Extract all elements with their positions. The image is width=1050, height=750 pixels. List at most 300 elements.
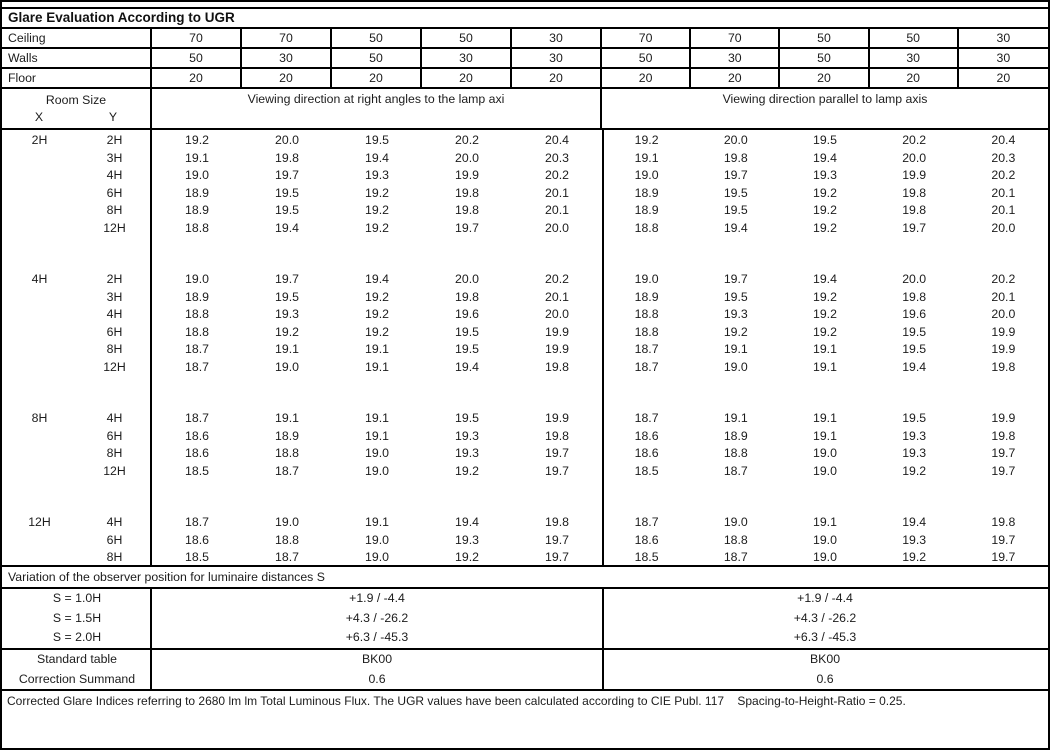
ugr-value: 20.0 [991, 307, 1016, 321]
ugr-row [2, 341, 1048, 359]
ugr-value: 19.5 [902, 411, 927, 425]
ugr-value: 18.7 [275, 463, 299, 478]
ugr-value: 18.8 [185, 324, 209, 339]
room-x-label: 8H [31, 411, 48, 425]
variation-value-right: +1.9 / -4.4 [797, 591, 853, 605]
ugr-value: 18.9 [275, 428, 299, 443]
ugr-value: 19.8 [991, 515, 1016, 529]
surface-value: 30 [870, 49, 959, 67]
x-spacer [2, 359, 77, 377]
ugr-value: 19.4 [455, 515, 479, 529]
ugr-value: 19.1 [813, 411, 837, 425]
left-section-header: Viewing direction at right angles to the lamp axi [152, 89, 602, 128]
ugr-value: 20.4 [545, 133, 569, 147]
room-x-label: 12H [28, 515, 51, 529]
ugr-value: 19.5 [902, 342, 927, 356]
ugr-row [2, 271, 1048, 289]
surface-value: 20 [242, 69, 332, 87]
room-size-block [2, 132, 1048, 237]
ugr-value: 19.5 [455, 411, 479, 425]
surface-value: 50 [332, 49, 422, 67]
room-y-label: 8H [106, 446, 123, 460]
ugr-value: 18.8 [185, 220, 209, 235]
surface-value: 30 [996, 51, 1011, 65]
ugr-value: 19.1 [723, 411, 748, 425]
ugr-row [2, 428, 1048, 446]
ugr-value: 18.7 [634, 359, 659, 374]
surface-value: 20 [780, 69, 869, 87]
ugr-value: 19.1 [365, 359, 389, 374]
ugr-value: 20.2 [545, 272, 569, 286]
ugr-value: 19.4 [365, 272, 389, 286]
room-y-label: 4H [106, 168, 123, 182]
variation-row [2, 589, 1048, 609]
ugr-value: 19.1 [365, 428, 389, 443]
ugr-value: 18.9 [185, 203, 209, 217]
surface-value: 20 [691, 69, 780, 87]
ugr-value: 19.0 [813, 446, 837, 460]
ugr-value: 19.2 [813, 203, 837, 217]
ugr-value: 19.1 [813, 359, 837, 374]
ugr-value: 19.4 [275, 220, 299, 235]
ugr-value: 20.0 [545, 307, 569, 321]
ugr-value: 19.2 [455, 550, 479, 564]
ugr-value: 20.2 [991, 168, 1016, 182]
footer-note: Corrected Glare Indices referring to 2680 lm lm Total Luminous Flux. The UGR values have been calculated according to CIE Publ. 117 Spacing-to-Height-Ratio = 0.25. [7, 694, 906, 708]
x-spacer [2, 341, 77, 359]
room-y-label: 4H [106, 411, 123, 425]
ugr-row [2, 445, 1048, 463]
ugr-value: 20.1 [991, 203, 1016, 217]
ugr-row [2, 150, 1048, 168]
x-spacer [2, 306, 77, 324]
ugr-value: 19.8 [545, 428, 569, 443]
ugr-value: 19.7 [545, 463, 569, 478]
variation-section [2, 589, 1048, 650]
ugr-value: 19.1 [813, 428, 837, 443]
ugr-value: 19.2 [902, 550, 927, 564]
ugr-value: 18.7 [723, 550, 748, 564]
room-y-label: 8H [106, 342, 123, 356]
ugr-value: 19.8 [455, 289, 479, 304]
label-column-divider [150, 650, 152, 689]
ugr-value: 18.9 [634, 185, 659, 200]
room-y-label: 8H [106, 550, 123, 564]
ugr-value: 19.2 [275, 324, 299, 339]
ugr-value: 19.9 [991, 342, 1016, 356]
ugr-value: 19.5 [275, 289, 299, 304]
ugr-value: 19.2 [723, 324, 748, 339]
ugr-value: 19.5 [455, 342, 479, 356]
summary-row [2, 650, 1048, 670]
x-spacer [2, 202, 77, 220]
summary-value-right: 0.6 [816, 671, 834, 686]
ugr-value: 19.5 [275, 185, 299, 200]
ugr-value: 19.5 [723, 203, 748, 217]
ugr-row [2, 306, 1048, 324]
ugr-value: 19.2 [813, 324, 837, 339]
ugr-value: 19.3 [455, 532, 479, 547]
ugr-value: 19.3 [455, 428, 479, 443]
ugr-data-area [2, 130, 1048, 567]
surface-row [2, 69, 1048, 89]
ugr-value: 18.5 [185, 463, 209, 478]
ugr-value: 19.3 [902, 428, 927, 443]
ugr-value: 19.4 [365, 150, 389, 165]
x-spacer [2, 167, 77, 185]
ugr-value: 18.7 [185, 515, 209, 529]
x-spacer [2, 445, 77, 463]
ugr-value: 20.0 [455, 150, 479, 165]
ugr-value: 19.0 [365, 446, 389, 460]
ugr-value: 19.3 [902, 532, 927, 547]
summary-section [2, 650, 1048, 691]
room-size-block [2, 271, 1048, 376]
ugr-value: 19.7 [545, 446, 569, 460]
ugr-value: 19.9 [455, 168, 479, 182]
ugr-value: 19.5 [813, 133, 837, 147]
ugr-value: 19.5 [275, 203, 299, 217]
surface-value: 50 [602, 49, 691, 67]
ugr-row [2, 463, 1048, 481]
ugr-row [2, 289, 1048, 307]
ugr-value: 18.7 [275, 550, 299, 564]
ugr-value: 19.2 [455, 463, 479, 478]
ugr-value: 19.9 [991, 411, 1016, 425]
room-y-label: 2H [106, 133, 123, 147]
ugr-value: 19.1 [275, 342, 299, 356]
ugr-value: 20.0 [902, 150, 927, 165]
ugr-value: 19.0 [365, 550, 389, 564]
ugr-value: 20.0 [275, 133, 299, 147]
surface-value: 30 [691, 49, 780, 67]
ugr-value: 20.2 [545, 168, 569, 182]
ugr-value: 19.0 [365, 532, 389, 547]
ugr-value: 20.1 [991, 185, 1016, 200]
s-distance-label: S = 1.5H [52, 610, 102, 625]
ugr-value: 19.8 [991, 359, 1016, 374]
ugr-value: 19.0 [813, 550, 837, 564]
ugr-value: 18.7 [634, 411, 659, 425]
ugr-value: 18.7 [185, 411, 209, 425]
surface-value: 70 [691, 29, 780, 47]
ugr-value: 20.4 [991, 133, 1016, 147]
ugr-value: 19.0 [365, 463, 389, 478]
ugr-value: 20.3 [991, 150, 1016, 165]
ugr-value: 18.7 [185, 359, 209, 374]
room-size-label: Room Size [45, 93, 107, 107]
ugr-row [2, 202, 1048, 220]
ugr-value: 19.6 [902, 307, 927, 321]
ugr-value: 19.4 [723, 220, 748, 235]
ugr-value: 19.3 [902, 446, 927, 460]
ugr-value: 19.8 [455, 203, 479, 217]
room-y-label: 12H [103, 463, 126, 478]
ugr-value: 19.5 [723, 185, 748, 200]
ugr-value: 18.6 [634, 428, 659, 443]
ugr-value: 19.2 [634, 133, 659, 147]
ugr-value: 20.0 [991, 220, 1016, 235]
ugr-value: 19.7 [902, 220, 927, 235]
surface-label: Ceiling [2, 29, 152, 47]
surface-value: 50 [332, 29, 422, 47]
ugr-value: 20.1 [545, 289, 569, 304]
ugr-value: 18.8 [185, 307, 209, 321]
variation-title: Variation of the observer position for luminaire distances S [2, 567, 1048, 589]
surface-value: 20 [996, 71, 1011, 85]
ugr-value: 19.8 [545, 359, 569, 374]
ugr-value: 18.9 [185, 289, 209, 304]
ugr-value: 19.7 [723, 272, 748, 286]
summary-value-left: 0.6 [368, 671, 386, 686]
report-title: Glare Evaluation According to UGR [2, 7, 1048, 29]
summary-value-left: BK00 [361, 652, 393, 666]
ugr-value: 19.1 [365, 342, 389, 356]
s-distance-label: S = 1.0H [52, 591, 102, 605]
surface-value: 30 [996, 31, 1011, 45]
ugr-value: 19.5 [365, 133, 389, 147]
summary-row [2, 670, 1048, 690]
label-column-divider [150, 589, 152, 648]
ugr-value: 19.0 [634, 272, 659, 286]
surface-value: 30 [242, 49, 332, 67]
x-spacer [2, 220, 77, 238]
ugr-value: 19.8 [723, 150, 748, 165]
ugr-value: 19.0 [185, 168, 209, 182]
x-spacer [2, 463, 77, 481]
ugr-value: 19.0 [813, 532, 837, 547]
surface-value: 20 [332, 69, 422, 87]
ugr-value: 19.3 [455, 446, 479, 460]
center-divider [602, 589, 604, 648]
ugr-value: 20.0 [455, 272, 479, 286]
surface-value: 50 [422, 29, 512, 47]
ugr-value: 20.1 [545, 185, 569, 200]
ugr-value: 20.3 [545, 150, 569, 165]
ugr-row [2, 220, 1048, 238]
ugr-row [2, 324, 1048, 342]
variation-row [2, 609, 1048, 629]
ugr-value: 18.8 [634, 307, 659, 321]
surface-value: 20 [602, 69, 691, 87]
x-spacer [2, 185, 77, 203]
ugr-value: 19.5 [455, 324, 479, 339]
ugr-value: 19.0 [723, 359, 748, 374]
room-size-block [2, 410, 1048, 480]
surface-value: 30 [512, 29, 602, 47]
surface-value: 70 [242, 29, 332, 47]
ugr-value: 19.9 [545, 411, 569, 425]
ugr-value: 18.6 [185, 532, 209, 547]
ugr-value: 18.7 [723, 463, 748, 478]
ugr-value: 20.0 [723, 133, 748, 147]
ugr-value: 18.8 [723, 532, 748, 547]
room-size-block [2, 514, 1048, 567]
ugr-value: 19.2 [813, 307, 837, 321]
ugr-value: 18.7 [634, 515, 659, 529]
ugr-value: 19.6 [455, 307, 479, 321]
ugr-value: 18.9 [634, 203, 659, 217]
ugr-value: 19.3 [723, 307, 748, 321]
ugr-value: 19.1 [813, 342, 837, 356]
ugr-value: 19.2 [902, 463, 927, 478]
ugr-value: 19.2 [813, 289, 837, 304]
ugr-value: 20.1 [545, 203, 569, 217]
x-spacer [2, 549, 77, 567]
ugr-value: 19.4 [902, 515, 927, 529]
surface-value: 30 [512, 49, 602, 67]
ugr-value: 20.0 [902, 272, 927, 286]
ugr-row [2, 185, 1048, 203]
summary-label: Standard table [37, 652, 117, 666]
ugr-value: 19.2 [365, 185, 389, 200]
center-divider [602, 650, 604, 689]
ugr-value: 19.2 [813, 220, 837, 235]
ugr-value: 19.8 [545, 515, 569, 529]
surface-label: Floor [2, 69, 152, 87]
ugr-value: 19.0 [813, 463, 837, 478]
ugr-value: 19.5 [902, 324, 927, 339]
ugr-value: 19.8 [902, 185, 927, 200]
room-y-label: 4H [106, 307, 123, 321]
ugr-value: 19.8 [991, 428, 1016, 443]
ugr-value: 18.5 [185, 550, 209, 564]
room-y-label: 12H [103, 220, 126, 235]
room-x-label: 2H [31, 133, 48, 147]
ugr-value: 19.9 [902, 168, 927, 182]
ugr-value: 18.8 [275, 532, 299, 547]
ugr-value: 18.8 [634, 220, 659, 235]
table-header-row [2, 89, 1048, 130]
ugr-value: 20.0 [545, 220, 569, 235]
ugr-value: 19.7 [455, 220, 479, 235]
ugr-value: 19.1 [185, 150, 209, 165]
ugr-value: 19.2 [365, 289, 389, 304]
surface-row [2, 49, 1048, 69]
ugr-value: 19.1 [723, 342, 748, 356]
ugr-value: 18.9 [185, 185, 209, 200]
ugr-value: 19.3 [365, 168, 389, 182]
ugr-value: 19.1 [365, 515, 389, 529]
ugr-value: 18.5 [634, 463, 659, 478]
surface-label: Walls [2, 49, 152, 67]
ugr-value: 19.5 [723, 289, 748, 304]
ugr-value: 19.7 [275, 272, 299, 286]
ugr-value: 20.2 [991, 272, 1016, 286]
ugr-value: 19.7 [991, 446, 1016, 460]
ugr-value: 19.7 [545, 550, 569, 564]
ugr-value: 18.8 [634, 324, 659, 339]
ugr-value: 19.2 [365, 220, 389, 235]
ugr-value: 19.9 [545, 324, 569, 339]
room-y-label: 6H [106, 532, 123, 547]
summary-label: Correction Summand [18, 671, 136, 686]
ugr-row [2, 532, 1048, 550]
room-y-label: 4H [106, 515, 123, 529]
surface-row [2, 29, 1048, 49]
ugr-value: 19.4 [813, 150, 837, 165]
room-y-label: 3H [106, 289, 123, 304]
ugr-value: 18.6 [185, 446, 209, 460]
ugr-value: 19.8 [902, 289, 927, 304]
variation-value-left: +6.3 / -45.3 [345, 630, 409, 645]
ugr-row [2, 132, 1048, 150]
ugr-value: 18.7 [185, 342, 209, 356]
room-y-label: 12H [103, 359, 126, 374]
ugr-value: 18.9 [634, 289, 659, 304]
variation-row [2, 628, 1048, 648]
ugr-value: 19.8 [902, 203, 927, 217]
surface-value: 70 [152, 29, 242, 47]
variation-value-right: +6.3 / -45.3 [793, 630, 857, 645]
ugr-value: 19.1 [275, 411, 299, 425]
ugr-value: 19.7 [991, 532, 1016, 547]
ugr-value: 19.0 [723, 515, 748, 529]
surface-value: 20 [870, 69, 959, 87]
xy-header [2, 109, 150, 128]
ugr-row [2, 359, 1048, 377]
ugr-value: 20.2 [902, 133, 927, 147]
surface-value: 20 [152, 69, 242, 87]
ugr-value: 18.6 [634, 532, 659, 547]
x-spacer [2, 150, 77, 168]
variation-value-right: +4.3 / -26.2 [793, 610, 857, 625]
surface-value: 50 [780, 29, 869, 47]
right-section-header: Viewing direction parallel to lamp axis [722, 92, 928, 106]
variation-value-left: +1.9 / -4.4 [349, 591, 405, 605]
ugr-value: 18.6 [185, 428, 209, 443]
ugr-value: 18.6 [634, 446, 659, 460]
room-y-label: 6H [106, 428, 123, 443]
surface-value: 50 [870, 29, 959, 47]
ugr-value: 19.2 [365, 324, 389, 339]
ugr-value: 19.4 [455, 359, 479, 374]
ugr-value: 19.8 [275, 150, 299, 165]
ugr-row [2, 549, 1048, 567]
surface-value: 20 [422, 69, 512, 87]
ugr-value: 20.2 [455, 133, 479, 147]
ugr-value: 19.3 [275, 307, 299, 321]
ugr-row [2, 410, 1048, 428]
ugr-value: 19.1 [634, 150, 659, 165]
x-spacer [2, 428, 77, 446]
ugr-value: 19.7 [723, 168, 748, 182]
ugr-value: 18.5 [634, 550, 659, 564]
ugr-value: 19.1 [365, 411, 389, 425]
surface-value: 30 [422, 49, 512, 67]
ugr-value: 20.1 [991, 289, 1016, 304]
surface-value: 50 [780, 49, 869, 67]
room-y-label: 8H [106, 203, 123, 217]
ugr-value: 19.7 [991, 550, 1016, 564]
ugr-value: 19.0 [275, 359, 299, 374]
ugr-value: 19.1 [813, 515, 837, 529]
surface-value: 20 [512, 69, 602, 87]
room-y-label: 6H [106, 185, 123, 200]
summary-value-right: BK00 [809, 652, 841, 666]
ugr-value: 19.8 [455, 185, 479, 200]
room-size-header [2, 89, 152, 128]
ugr-value: 19.9 [991, 324, 1016, 339]
x-spacer [2, 324, 77, 342]
ugr-value: 19.4 [813, 272, 837, 286]
surface-value: 50 [152, 49, 242, 67]
ugr-value: 19.2 [365, 307, 389, 321]
ugr-value: 19.3 [813, 168, 837, 182]
ugr-value: 19.0 [634, 168, 659, 182]
ugr-value: 18.9 [723, 428, 748, 443]
x-spacer [2, 289, 77, 307]
